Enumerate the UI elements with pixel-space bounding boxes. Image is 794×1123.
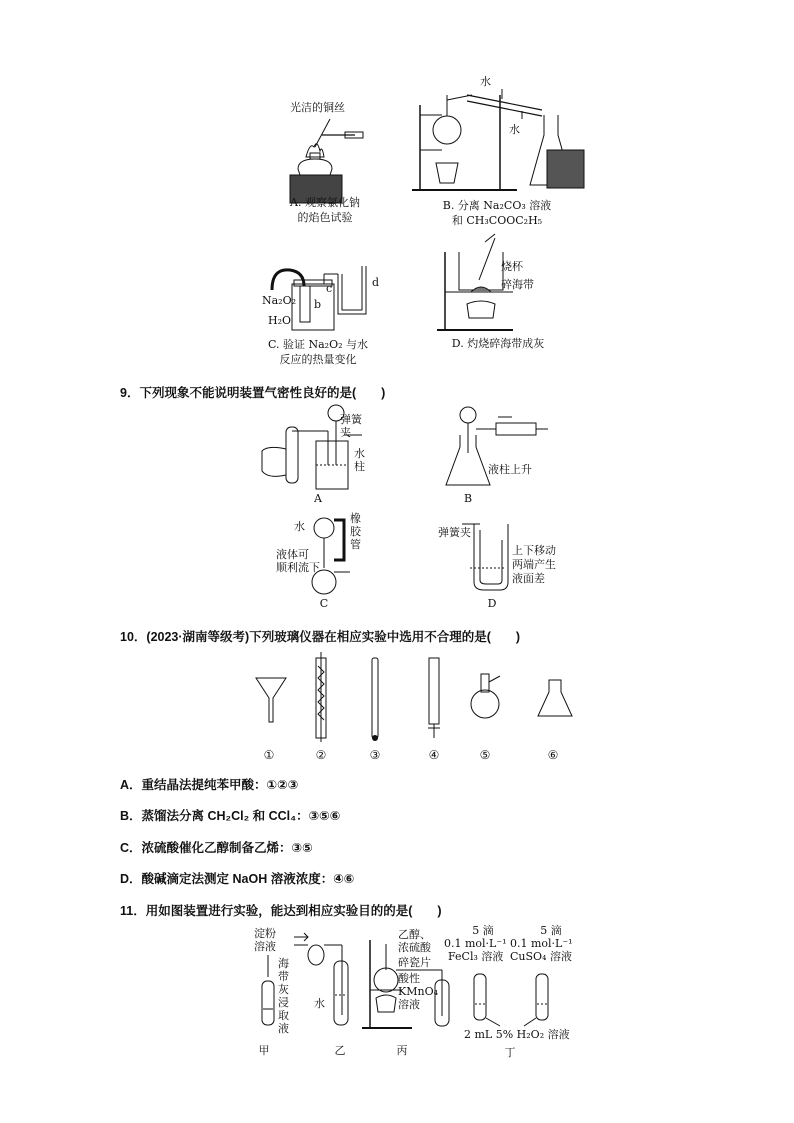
glassware-num-6: ⑥ (547, 748, 559, 762)
figure-9b (440, 405, 560, 505)
caption-8a-line2: 的焰色试验 (297, 211, 353, 224)
label-copper-wire: 光洁的铜丝 (290, 101, 345, 114)
label-kelp4: 浸 (278, 996, 289, 1009)
label-bing: 丙 (396, 1044, 408, 1057)
figure-11-ding (444, 922, 584, 1060)
label-yi: 乙 (334, 1044, 346, 1057)
caption-8c-line2: 反应的热量变化 (279, 353, 357, 366)
label-na2o2: Na₂O₂ (262, 294, 297, 307)
label-flow-c1: 液体可 (276, 548, 309, 561)
letter-9a: A (314, 492, 322, 505)
label-chips: 碎瓷片 (398, 956, 431, 969)
glassware-num-5: ⑤ (479, 748, 491, 762)
label-kmno4-2: KMnO₄ (398, 985, 438, 998)
catalysis-test-tubes-diagram (444, 966, 584, 1036)
label-column-a: 柱 (354, 460, 365, 473)
label-liquid-rise: 液柱上升 (488, 463, 532, 476)
figure-8d (433, 232, 573, 357)
option-10c: C．浓硫酸催化乙醇制备乙烯：③⑤ (120, 841, 313, 855)
label-ding-left3: FeCl₃ 溶液 (448, 950, 504, 963)
letter-9d: D (487, 597, 497, 610)
label-ding-left2: 0.1 mol·L⁻¹ (444, 937, 507, 950)
label-ding-right2: 0.1 mol·L⁻¹ (510, 937, 573, 950)
glassware-row (250, 652, 590, 732)
gas-absorption-diagram (290, 925, 360, 1035)
label-b: b (314, 298, 322, 311)
label-ding-bottom: 2 mL 5% H₂O₂ 溶液 (464, 1028, 570, 1041)
label-rubber-c3: 管 (350, 538, 361, 551)
label-water-yi: 水 (314, 997, 325, 1010)
figure-8b (412, 75, 584, 235)
label-move-d3: 液面差 (512, 572, 545, 585)
question-9-stem: 9．下列现象不能说明装置气密性良好的是( ) (120, 386, 386, 400)
letter-9c: C (319, 597, 329, 610)
conical-flask-icon (538, 680, 572, 716)
label-seaweed: 碎海带 (501, 278, 534, 291)
label-water-top: 水 (480, 75, 491, 88)
label-water-a: 水 (354, 447, 365, 460)
caption-8d: D. 灼烧碎海带成灰 (451, 337, 545, 350)
option-10b: B．蒸馏法分离 CH₂Cl₂ 和 CCl₄：③⑤⑥ (120, 809, 341, 823)
glassware-num-1: ① (263, 748, 275, 762)
distillation-apparatus-diagram (412, 75, 584, 195)
label-kelp2: 带 (278, 970, 289, 983)
question-10-stem: 10．(2023·湖南等级考)下列玻璃仪器在相应实验中选用不合理的是( ) (120, 630, 521, 644)
label-ding-right1: 5 滴 (540, 924, 562, 937)
label-starch1: 淀粉 (254, 927, 276, 940)
letter-9b: B (463, 492, 473, 505)
figure-9a (258, 405, 368, 505)
burette-icon (428, 658, 440, 738)
label-flow-c2: 顺利流下 (276, 561, 320, 574)
label-ethanol: 乙醇、 (398, 928, 431, 941)
label-ding: 丁 (504, 1046, 516, 1059)
distilling-flask-icon (471, 674, 500, 718)
label-rubber-c1: 橡 (350, 512, 361, 525)
glassware-num-2: ② (315, 748, 327, 762)
label-starch2: 溶液 (254, 940, 276, 953)
label-spring-clip-a: 弹簧夹 (340, 413, 362, 439)
label-ding-left1: 5 滴 (472, 924, 494, 937)
question-11-stem: 11．用如图装置进行实验，能达到相应实验目的的是( ) (120, 904, 442, 918)
label-water-side: 水 (509, 123, 520, 136)
figure-8a (270, 95, 380, 235)
label-ding-right3: CuSO₄ 溶液 (510, 950, 572, 963)
glassware-num-4: ④ (428, 748, 440, 762)
label-d: d (372, 276, 380, 289)
condenser-icon (316, 652, 326, 742)
label-kelp1: 海 (278, 957, 289, 970)
figure-8c (258, 262, 388, 372)
figure-9c (276, 510, 386, 614)
caption-8b-line1: B. 分离 Na₂CO₃ 溶液 (442, 199, 552, 212)
label-kmno4-1: 酸性 (398, 972, 420, 985)
caption-8c-line1: C. 验证 Na₂O₂ 与水 (267, 338, 369, 351)
label-jia: 甲 (258, 1044, 270, 1057)
caption-8b-line2: 和 CH₃COOC₂H₅ (451, 214, 543, 227)
label-spring-clip-d: 弹簧夹 (438, 526, 471, 539)
thermometer-icon (372, 658, 378, 741)
label-move-d2: 两端产生 (512, 558, 556, 571)
funnel-icon (256, 678, 286, 722)
option-10d: D．酸碱滴定法测定 NaOH 溶液浓度：④⑥ (120, 872, 355, 886)
option-10a: A．重结晶法提纯苯甲酸：①②③ (120, 778, 299, 792)
figure-9d (440, 510, 590, 614)
label-conc-acid: 浓硫酸 (398, 941, 431, 954)
label-beaker: 烧杯 (501, 260, 523, 273)
label-kelp5: 取 (278, 1009, 289, 1022)
label-move-d1: 上下移动 (512, 544, 556, 557)
label-h2o: H₂O (268, 314, 292, 327)
caption-8a-line1: A. 观察氯化钠 (290, 196, 360, 209)
label-kmno4-3: 溶液 (398, 998, 420, 1011)
label-c: c (326, 282, 333, 295)
label-water-c: 水 (294, 520, 305, 533)
figure-11-yi (290, 925, 360, 1060)
glassware-num-3: ③ (369, 748, 381, 762)
label-kelp3: 灰 (278, 983, 289, 996)
label-rubber-c2: 胶 (350, 525, 361, 538)
gas-tightness-b-diagram (440, 405, 560, 493)
label-kelp6: 液 (278, 1022, 289, 1035)
